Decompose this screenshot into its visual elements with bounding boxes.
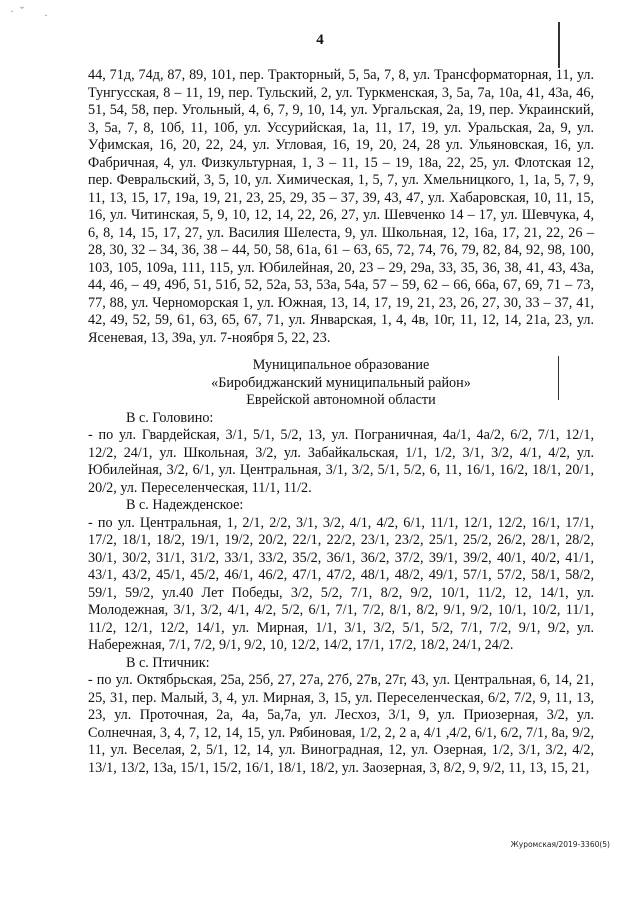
document-footer-code: Журомская/2019-3360(5): [510, 840, 610, 849]
street-list-continuation: 44, 71д, 74д, 87, 89, 101, пер. Тракторный, 5, 5а, 7, 8, ул. Трансформаторная, 11, ул. Тунгусская, 8 – 11, 19, пер. Тульский, 2, ул. Туркменская, 3, 5а, 7а, 10а, 41, 43а, 46, 51, 54, 58, пер. Угольный, 4, 6, 7, 9, 10, 14, ул. Ургальская, 2а, 19, пер. Украинский, 3, 5а, 7, 8, 10б, 11, 10б, ул. Уссурийская, 1а, 11, 17, 19, ул. Уральская, 2а, 9, ул. Уфимская, 16, 20, 22, 24, ул. Угловая, 16, 19, 20, 24, 28 ул. Ульяновская, 16, ул. Фабричная, 4, ул. Физкультурная, 1, 3 – 11, 15 – 19, 18а, 22, 25, ул. Флотская 12, пер. Февральский, 3, 5, 10, ул. Химическая, 1, 5, 7, ул. Хмельницкого, 1, 1а, 5, 7, 9, 11, 13, 15, 17, 19а, 19, 21, 23, 25, 29, 35 – 37, 39, 43, 47, ул. Хабаровская, 10, 11, 15, 16, ул. Читинская, 5, 9, 10, 12, 14, 22, 26, 27, ул. Шевченко 14 – 17, ул. Шевчука, 4, 6, 8, 14, 15, 17, 27, ул. Василия Шелеста, 9, ул. Школьная, 12, 16а, 17, 21, 22, 26 – 28, 30, 32 – 34, 36, 38 – 44, 50, 58, 61а, 61 – 63, 65, 72, 74, 76, 79, 82, 84, 92, 98, 100, 103, 105, 109а, 111, 115, ул. Юбилейная, 20, 23 – 29, 29а, 33, 35, 36, 38, 41, 43, 43а, 44, 46, – 49, 49б, 51, 51б, 52, 52а, 53, 53а, 54а, 57 – 59, 62 – 66, 66а, 67, 69, 71 – 73, 77, 88, ул. Черноморская 1, ул. Южная, 13, 14, 17, 19, 21, 23, 26, 27, 30, 33 – 37, 41, 42, 49, 52, 59, 61, 63, 65, 67, 71, ул. Январская, 1, 4, 4в, 10г, 11, 12, 14, 21а, 23, ул. Ясеневая, 13, 39а, ул. 7-ноября 5, 22, 23.: [88, 67, 594, 346]
village-name: В с. Головино:: [126, 409, 214, 426]
village-address-list: - по ул. Гвардейская, 3/1, 5/1, 5/2, 13, ул. Пограничная, 4а/1, 4а/2, 6/2, 7/1, 12/1, 12/2, 24/1, ул. Школьная, 3/2, ул. Забайкальская, 1/1, 1/2, 3/1, 3/2, 4/1, 4/2, ул. Юбилейная, 3/2, 6/1, ул. Центральная, 3/1, 3/2, 5/1, 5/2, 6, 11, 16/1, 16/2, 18/1, 20/1, 20/2, ул. Переселенческая, 11/1, 11/2.: [88, 427, 594, 496]
village-block: [88, 410, 594, 498]
section-heading: [88, 357, 594, 410]
village-name: В с. Птичник:: [126, 654, 210, 671]
scan-mark: · ˇ: [10, 4, 24, 18]
village-block: [88, 655, 594, 778]
scan-mark: ·: [44, 8, 48, 22]
margin-line: [558, 22, 560, 68]
heading-line: Еврейской автономной области: [246, 392, 436, 408]
village-address-list: - по ул. Центральная, 1, 2/1, 2/2, 3/1, 3/2, 4/1, 4/2, 6/1, 11/1, 12/1, 12/2, 16/1, 17/1, 17/2, 18/1, 18/2, 19/1, 19/2, 20/2, 22/1, 22/2, 23/1, 23/2, 25/1, 25/2, 26/2, 28/1, 28/2, 30/1, 30/2, 31/1, 31/2, 33/1, 33/2, 35/2, 36/1, 36/2, 37/2, 39/1, 39/2, 40/1, 40/2, 41/1, 43/1, 43/2, 45/1, 45/2, 46/1, 46/2, 47/1, 47/2, 48/1, 48/2, 49/1, 57/1, 57/2, 58/1, 58/2, 59/1, 59/2, ул.40 Лет Победы, 3/2, 5/2, 7/1, 8/2, 9/2, 10/1, 11/2, 12, 14/1, ул. Молодежная, 3/1, 3/2, 4/1, 4/2, 5/2, 6/1, 7/1, 7/2, 8/1, 8/2, 9/1, 9/2, 10/1, 10/2, 11/1, 11/2, 12/1, 12/2, 14/1, ул. Мирная, 1/1, 3/1, 3/2, 5/1, 5/2, 7/1, 7/2, 9/1, 9/2, ул. Набережная, 7/1, 7/2, 9/1, 9/2, 10, 12/2, 14/2, 17/1, 17/2, 18/2, 24/1, 24/2.: [88, 514, 594, 653]
heading-line: «Биробиджанский муниципальный район»: [211, 374, 471, 391]
page-number: 4: [316, 32, 324, 48]
document-body: [88, 67, 594, 777]
village-block: [88, 497, 594, 655]
heading-line: Муниципальное образование: [252, 357, 430, 373]
village-address-list: - по ул. Октябрьская, 25а, 25б, 27, 27а, 27б, 27в, 27г, 43, ул. Центральная, 6, 14, 21, 25, 31, пер. Малый, 3, 4, ул. Мирная, 3, 15, ул. Переселенческая, 6/2, 7/2, 9, 11, 13, 23, ул. Проточная, 2а, 4а, 5а,7а, ул. Лесхоз, 3/1, 9, ул. Приозерная, 3/2, ул. Солнечная, 3, 4, 7, 12, 14, 15, ул. Рябиновая, 1/2, 2, 2 а, 4/1 ,4/2, 6/1, 6/2, 7/1, 8а, 9/2, 11, ул. Веселая, 2, 5/1, 12, 14, ул. Виноградная, 12, ул. Озерная, 1/2, 3/1, 3/2, 4/2, 13/1, 13/2, 13а, 15/1, 15/2, 16/1, 18/1, 18/2, ул. Заозерная, 3, 8/2, 9, 9/2, 11, 13, 15, 21,: [88, 672, 594, 776]
village-name: В с. Надежденское:: [126, 497, 244, 513]
